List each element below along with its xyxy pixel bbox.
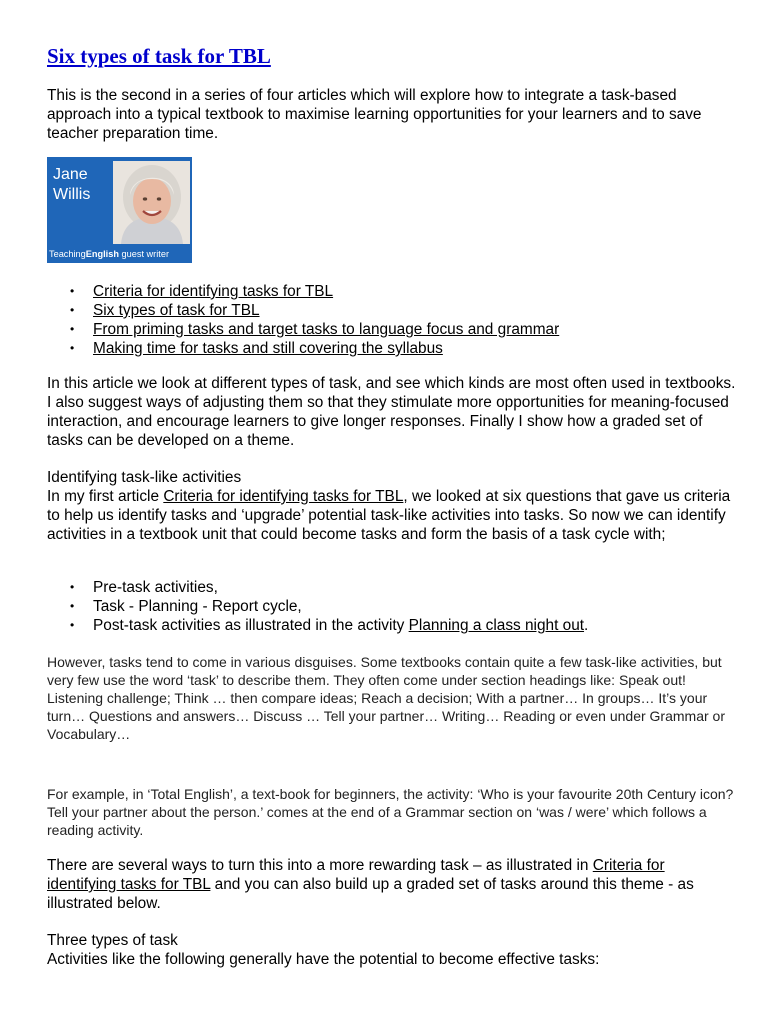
task-cycle-list (47, 578, 588, 635)
series-link-making-time[interactable]: Making time for tasks and still covering the syllabus (93, 340, 443, 357)
author-portrait-icon (113, 161, 190, 244)
paragraph-disguises: However, tasks tend to come in various disguises. Some textbooks contain quite a few task-like activities, but very few use the word ‘task’ to describe them. They often come under section headings like: Speak out! Listening challenge; Think … then compare ideas; Reach a decision; With a partner… In groups… It’s your turn… Questions and answers… Discuss … Tell your partner… Writing… Reading or even under Grammar or Vocabulary… (47, 654, 725, 742)
text-segment: There are several ways to turn this into a more rewarding task – as illustrated in (47, 857, 593, 874)
list-item (47, 301, 559, 320)
text-segment: , we looked at six questions that gave us criteria to help us identify tasks and ‘upgrade’ potential task-like activities into tasks. So now we can identify activities in a textbook unit that could become tasks and form the basis of a task cycle with; (47, 488, 731, 543)
tag-teaching: Teaching (49, 249, 86, 259)
series-link-list (47, 282, 559, 358)
paragraph-several-ways (47, 856, 737, 913)
list-item (47, 320, 559, 339)
list-item (47, 339, 559, 358)
link-criteria-inline[interactable]: Criteria for identifying tasks for TBL (163, 488, 404, 505)
author-last-name: Willis (53, 186, 91, 203)
author-badge (47, 157, 192, 263)
series-link-priming-tasks[interactable]: From priming tasks and target tasks to language focus and grammar (93, 321, 560, 338)
guest-writer-tag (49, 249, 169, 259)
author-name (53, 165, 111, 205)
list-item (47, 597, 588, 616)
paragraph-example: For example, in ‘Total English’, a text-book for beginners, the activity: ‘Who is your favourite 20th Century icon? Tell your partner about the person.’ comes at the end of a Grammar section on ‘was / were’ which follows a reading activity. (47, 786, 734, 838)
tag-guest-writer: guest writer (118, 249, 170, 259)
paragraph-first-article (47, 487, 737, 544)
list-item (47, 616, 588, 635)
cycle-item-pre-task: Pre-task activities, (93, 579, 218, 596)
list-item (47, 578, 588, 597)
list-item (47, 282, 559, 301)
author-first-name: Jane (53, 166, 88, 183)
cycle-item-task-cycle: Task - Planning - Report cycle, (93, 598, 302, 615)
cycle-item-post-task: Post-task activities as illustrated in the activity (93, 617, 409, 634)
text-segment: In my first article (47, 488, 164, 505)
text-segment: . (584, 617, 589, 634)
intro-paragraph: This is the second in a series of four articles which will explore how to integrate a task-based approach into a typical textbook to maximise learning opportunities for your learners and to save teacher preparation time. (47, 87, 702, 142)
heading-identifying-activities: Identifying task-like activities (47, 469, 242, 486)
link-criteria-second[interactable]: Criteria for identifying tasks for TBL (47, 857, 665, 893)
heading-three-types: Three types of task (47, 932, 178, 949)
paragraph-activities: Activities like the following generally have the potential to become effective tasks: (47, 951, 600, 968)
text-segment: and you can also build up a graded set of tasks around this theme - as illustrated below. (47, 876, 694, 912)
tag-english: English (85, 249, 119, 259)
paragraph-types-of-task: In this article we look at different types of task, and see which kinds are most often used in textbooks. I also suggest ways of adjusting them so that they stimulate more opportunities for meaning-focused interaction, and encourage learners to give longer responses. Finally I show how a graded set of tasks can be developed on a theme. (47, 375, 736, 449)
series-link-criteria[interactable]: Criteria for identifying tasks for TBL (93, 283, 334, 300)
page-title[interactable]: Six types of task for TBL (47, 44, 271, 68)
link-planning-night-out[interactable]: Planning a class night out (408, 617, 585, 634)
series-link-six-types[interactable]: Six types of task for TBL (93, 302, 260, 319)
